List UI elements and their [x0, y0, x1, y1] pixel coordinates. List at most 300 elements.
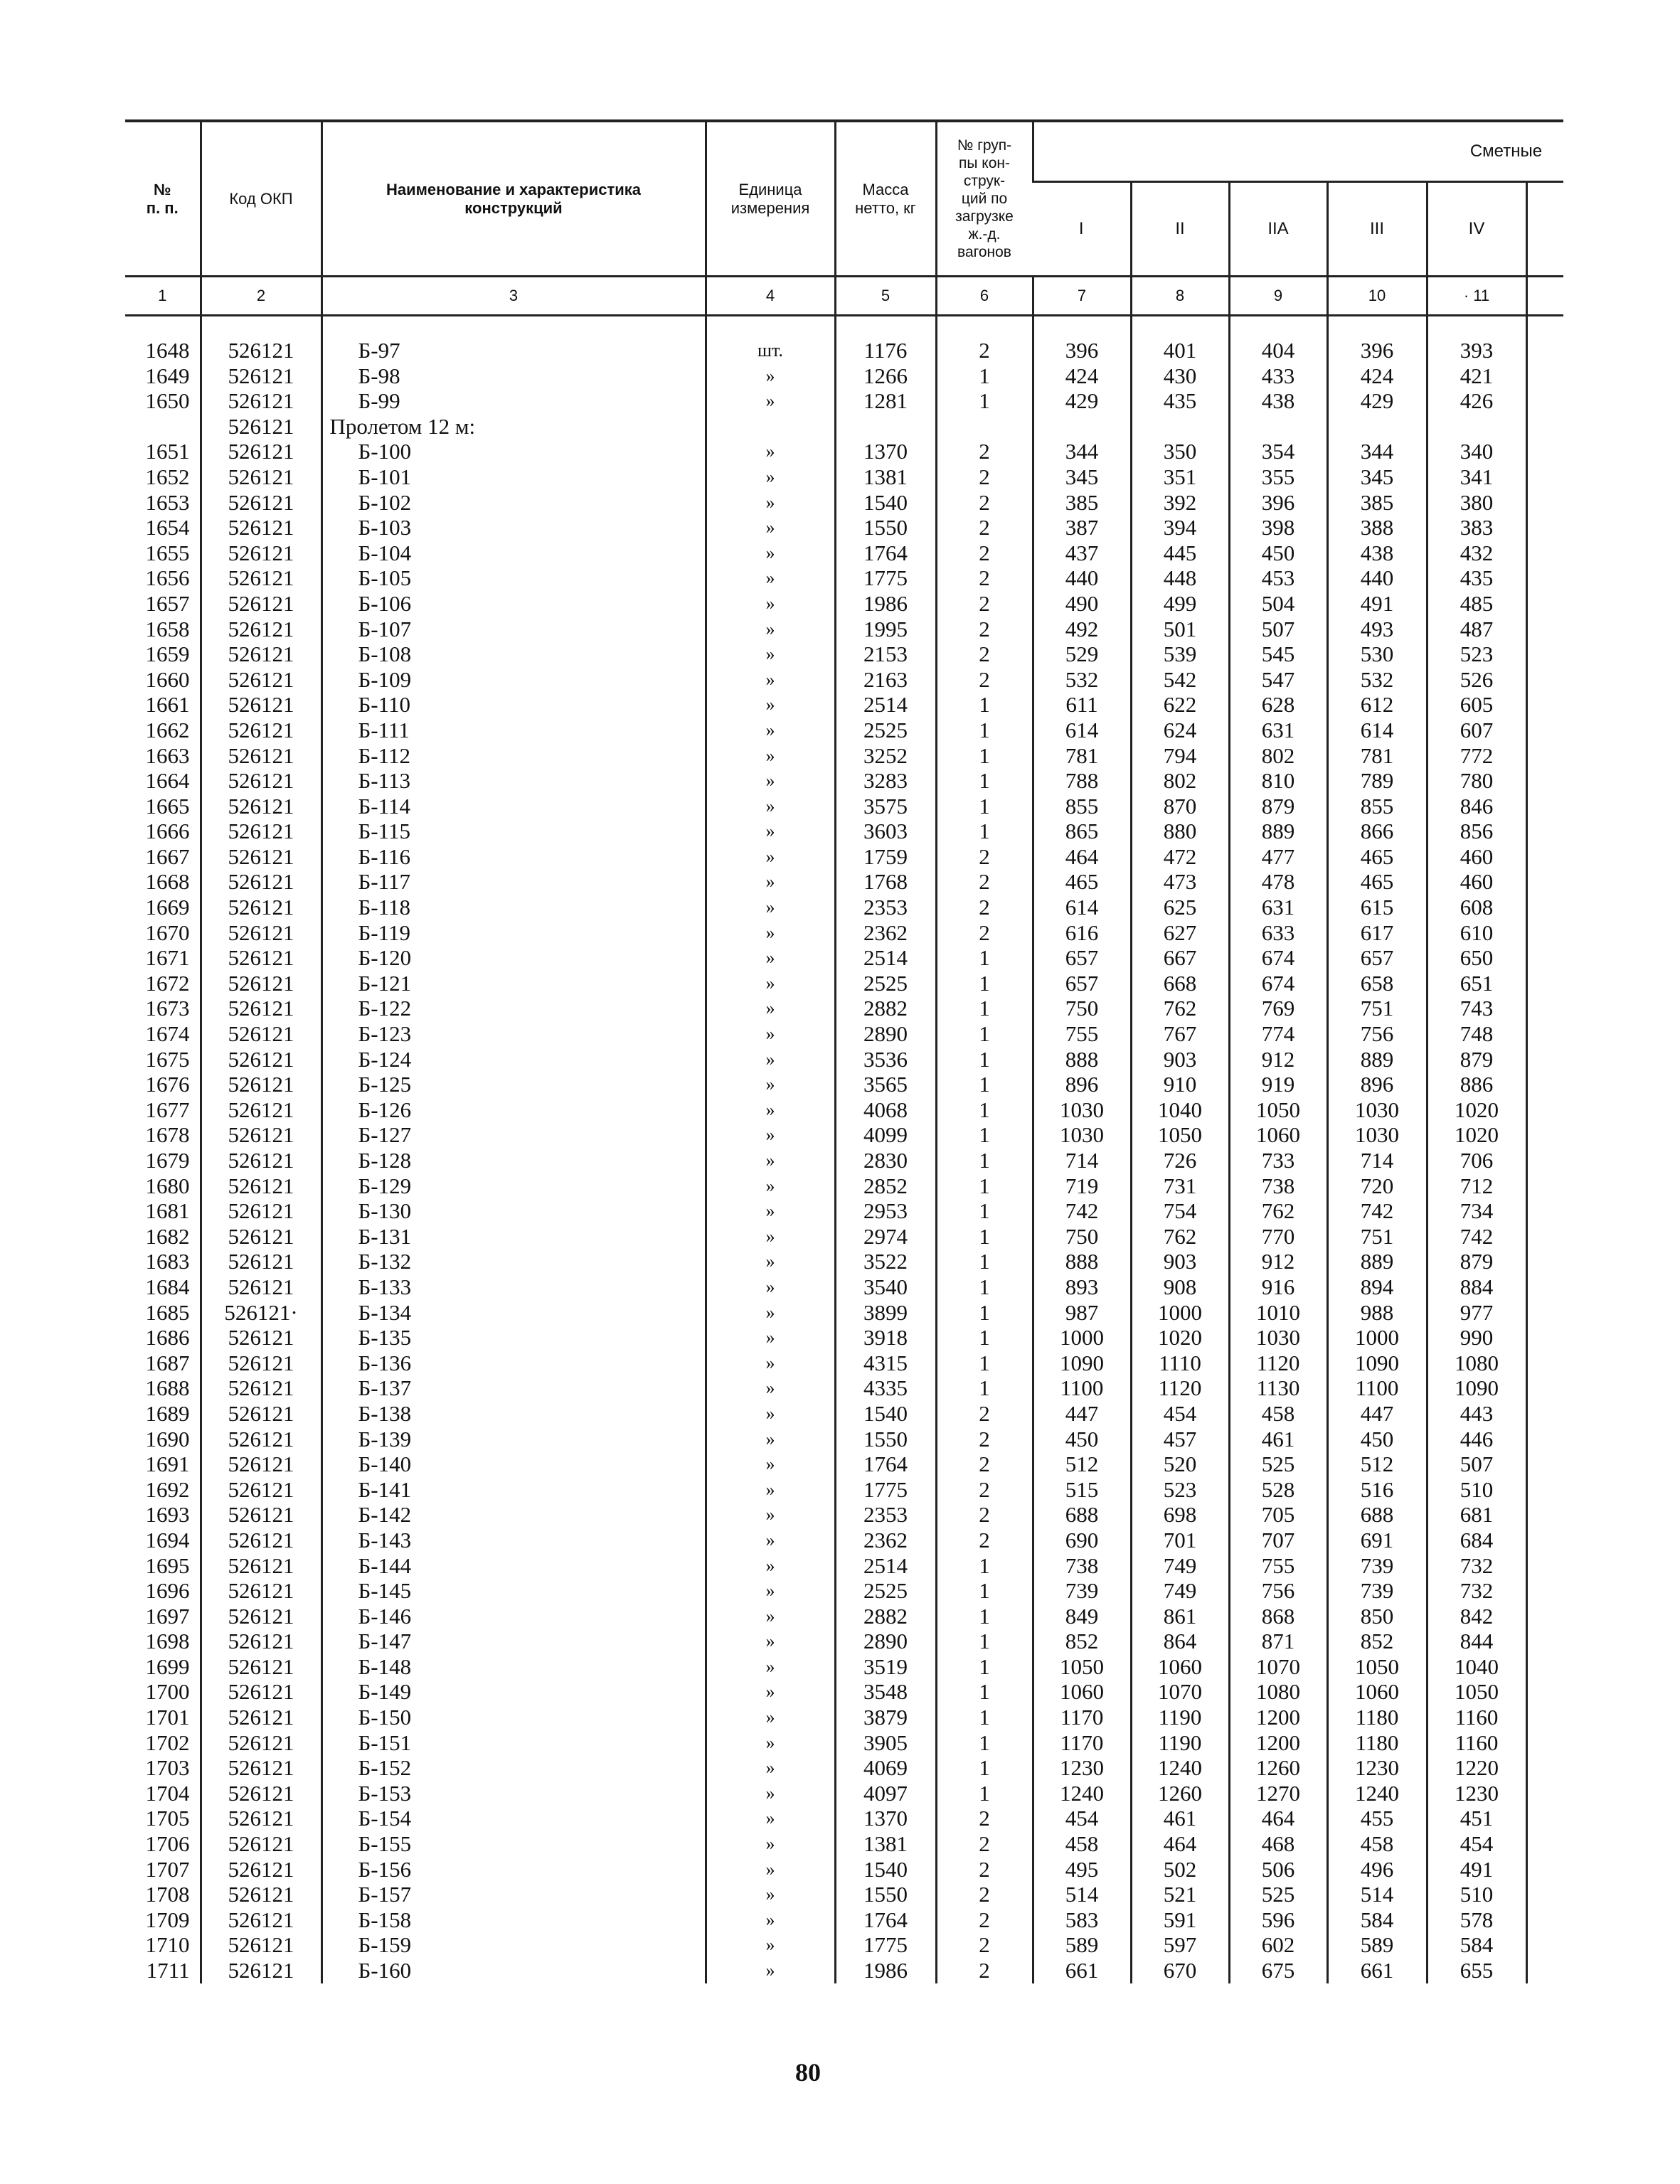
- row-number: 1660: [145, 666, 190, 692]
- empty-cell: [1526, 1451, 1563, 1477]
- price-zone-1: 1090: [1033, 1351, 1131, 1376]
- price-zone-1: 750: [1033, 996, 1131, 1021]
- price-zone-4: 990: [1427, 1325, 1526, 1351]
- price-zone-1: 893: [1033, 1274, 1131, 1300]
- row-number: 1661: [145, 692, 190, 718]
- okp-code: 526121: [201, 591, 321, 617]
- unit: »: [706, 718, 835, 743]
- table-row: [125, 1173, 1563, 1199]
- price-zone-2: 597: [1131, 1932, 1229, 1958]
- price-zone-2: 499: [1131, 591, 1229, 617]
- mass: 1266: [835, 363, 936, 389]
- table-row: [125, 768, 1563, 794]
- price-zone-4: 732: [1427, 1578, 1526, 1604]
- price-zone-4: 1020: [1427, 1122, 1526, 1148]
- load-group: 1: [936, 1122, 1033, 1148]
- empty-cell: [1526, 1401, 1563, 1427]
- header-smetnye: Сметные: [1033, 121, 1563, 182]
- load-group: 1: [936, 794, 1033, 819]
- okp-code: 526121: [201, 1097, 321, 1123]
- mass: 1764: [835, 1907, 936, 1933]
- mass: 4069: [835, 1755, 936, 1781]
- unit: »: [706, 1021, 835, 1047]
- mass: 3899: [835, 1300, 936, 1326]
- table-row: [125, 718, 1563, 743]
- table-body: [125, 338, 1563, 1983]
- row-number: 1689: [145, 1400, 190, 1426]
- unit: »: [706, 1882, 835, 1907]
- construction-name: Б-113: [321, 768, 706, 794]
- mass: 2153: [835, 641, 936, 667]
- price-zone-3: 1180: [1327, 1730, 1427, 1756]
- empty-cell: [1526, 1198, 1563, 1224]
- load-group: 2: [936, 1477, 1033, 1503]
- price-zone-4: 578: [1427, 1907, 1526, 1933]
- price-zone-2a: 478: [1229, 869, 1327, 895]
- load-group: 2: [936, 439, 1033, 464]
- okp-code: 526121: [201, 565, 321, 591]
- price-zone-3: 465: [1327, 844, 1427, 870]
- empty-cell: [1526, 338, 1563, 363]
- load-group: 1: [936, 1173, 1033, 1199]
- price-zone-2a: 912: [1229, 1249, 1327, 1274]
- price-zone-2: 1070: [1131, 1679, 1229, 1705]
- mass: 2830: [835, 1148, 936, 1173]
- price-zone-2a: 433: [1229, 363, 1327, 389]
- construction-name: Б-131: [321, 1224, 706, 1250]
- price-zone-3: 1240: [1327, 1781, 1427, 1806]
- table-row: [125, 1882, 1563, 1907]
- price-zone-4: 341: [1427, 464, 1526, 490]
- load-group: 2: [936, 1502, 1033, 1528]
- mass: 1540: [835, 1857, 936, 1882]
- price-zone-3: 889: [1327, 1249, 1427, 1274]
- row-number: 1679: [145, 1148, 190, 1173]
- okp-code: 526121: [201, 1148, 321, 1173]
- row-number: 1654: [145, 515, 190, 540]
- table-row: [125, 1502, 1563, 1528]
- row-number: 1650: [145, 388, 190, 414]
- row-number: 1691: [145, 1451, 190, 1477]
- price-zone-2a: 545: [1229, 641, 1327, 667]
- price-zone-1: 714: [1033, 1148, 1131, 1173]
- price-zone-4: 1090: [1427, 1375, 1526, 1401]
- price-zone-3: 612: [1327, 692, 1427, 718]
- price-zone-1: 589: [1033, 1932, 1131, 1958]
- empty-cell: [1526, 1097, 1563, 1123]
- price-zone-2a: 1130: [1229, 1375, 1327, 1401]
- price-zone-2: 1000: [1131, 1300, 1229, 1326]
- price-zone-2a: 755: [1229, 1553, 1327, 1579]
- price-zone-3: 742: [1327, 1198, 1427, 1224]
- price-zone-2: 802: [1131, 768, 1229, 794]
- column-number: 8: [1131, 277, 1229, 316]
- price-zone-2: 472: [1131, 844, 1229, 870]
- table-row: [125, 1274, 1563, 1300]
- empty-cell: [1526, 844, 1563, 870]
- price-zone-2: 625: [1131, 895, 1229, 920]
- table-row: [125, 743, 1563, 769]
- price-zone-1: 719: [1033, 1173, 1131, 1199]
- price-zone-4: 340: [1427, 439, 1526, 464]
- price-zone-2a: 525: [1229, 1882, 1327, 1907]
- mass: 1550: [835, 1882, 936, 1907]
- construction-name: Б-118: [321, 895, 706, 920]
- row-number: 1670: [145, 920, 190, 945]
- mass: 3252: [835, 743, 936, 769]
- price-zone-2: 1040: [1131, 1097, 1229, 1123]
- price-zone-2: 762: [1131, 996, 1229, 1021]
- unit: »: [706, 1274, 835, 1300]
- price-zone-4: 748: [1427, 1021, 1526, 1047]
- okp-code: 526121: [201, 1730, 321, 1756]
- column-number: 3: [321, 277, 706, 316]
- price-zone-2a: 528: [1229, 1477, 1327, 1503]
- price-zone-1: 458: [1033, 1831, 1131, 1857]
- load-group: 1: [936, 1021, 1033, 1047]
- table-row: [125, 1122, 1563, 1148]
- row-number: 1653: [145, 489, 190, 515]
- unit: »: [706, 1604, 835, 1629]
- load-group: 1: [936, 1604, 1033, 1629]
- price-zone-4: 681: [1427, 1502, 1526, 1528]
- load-group: 2: [936, 1451, 1033, 1477]
- unit: »: [706, 869, 835, 895]
- price-zone-2: 523: [1131, 1477, 1229, 1503]
- price-zone-1: 1000: [1033, 1325, 1131, 1351]
- table-row: [125, 490, 1563, 516]
- mass: 3548: [835, 1679, 936, 1705]
- price-zone-4: 712: [1427, 1173, 1526, 1199]
- price-zone-3: 657: [1327, 945, 1427, 971]
- construction-name: Б-144: [321, 1553, 706, 1579]
- construction-name: Б-157: [321, 1882, 706, 1907]
- okp-code: 526121: [201, 1274, 321, 1300]
- table-row: [125, 1553, 1563, 1579]
- unit: »: [706, 1351, 835, 1376]
- construction-name: Б-122: [321, 996, 706, 1021]
- price-zone-4: 879: [1427, 1249, 1526, 1274]
- unit: »: [706, 920, 835, 946]
- mass: 4099: [835, 1122, 936, 1148]
- table-row: [125, 1375, 1563, 1401]
- price-zone-4: 383: [1427, 515, 1526, 540]
- row-number: 1709: [145, 1907, 190, 1932]
- mass: 1764: [835, 540, 936, 566]
- table-row: [125, 1351, 1563, 1376]
- price-zone-3: 751: [1327, 1224, 1427, 1250]
- empty-cell: [1526, 920, 1563, 946]
- okp-code: 526121: [201, 1882, 321, 1907]
- price-zone-1: 611: [1033, 692, 1131, 718]
- row-number: 1697: [145, 1603, 190, 1629]
- empty-cell: [1526, 1325, 1563, 1351]
- column-number: · 11: [1427, 277, 1526, 316]
- price-zone-2: 627: [1131, 920, 1229, 946]
- empty-cell: [1526, 794, 1563, 819]
- unit: »: [706, 1173, 835, 1199]
- header-zone-2a: IIA: [1229, 182, 1327, 277]
- table-row: [125, 1654, 1563, 1680]
- row-number: 1676: [145, 1072, 190, 1097]
- empty-cell: [1526, 1730, 1563, 1756]
- table-row: [125, 945, 1563, 971]
- unit: »: [706, 1427, 835, 1452]
- empty-cell: [1526, 1831, 1563, 1857]
- empty-cell: [1526, 1072, 1563, 1097]
- construction-name: Б-151: [321, 1730, 706, 1756]
- load-group: 1: [936, 1730, 1033, 1756]
- load-group: 1: [936, 363, 1033, 389]
- price-zone-2: 1110: [1131, 1351, 1229, 1376]
- price-zone-1: 614: [1033, 895, 1131, 920]
- row-number: 1695: [145, 1552, 190, 1578]
- price-zone-2a: 707: [1229, 1528, 1327, 1553]
- construction-name: Б-97: [321, 338, 706, 363]
- price-zone-2a: 596: [1229, 1907, 1327, 1933]
- row-number: 1687: [145, 1350, 190, 1375]
- price-zone-3: 424: [1327, 363, 1427, 389]
- price-zone-4: 584: [1427, 1932, 1526, 1958]
- construction-name: Б-130: [321, 1198, 706, 1224]
- mass: 1381: [835, 464, 936, 490]
- price-zone-3: 781: [1327, 743, 1427, 769]
- mass: 4097: [835, 1781, 936, 1806]
- unit: »: [706, 1730, 835, 1756]
- table-row: [125, 1401, 1563, 1427]
- price-zone-3: 345: [1327, 464, 1427, 490]
- empty-cell: [1526, 743, 1563, 769]
- okp-code: 526121: [201, 1629, 321, 1654]
- unit: »: [706, 1705, 835, 1730]
- row-number: 1674: [145, 1021, 190, 1047]
- price-zone-3: 889: [1327, 1047, 1427, 1072]
- mass: 2882: [835, 996, 936, 1021]
- load-group: 2: [936, 895, 1033, 920]
- load-group: 1: [936, 1047, 1033, 1072]
- row-number: 1699: [145, 1653, 190, 1679]
- unit: »: [706, 1553, 835, 1579]
- price-zone-2: 430: [1131, 363, 1229, 389]
- price-zone-3: 438: [1327, 540, 1427, 566]
- price-zone-3: 720: [1327, 1173, 1427, 1199]
- construction-name: Б-128: [321, 1148, 706, 1173]
- row-number: 1702: [145, 1730, 190, 1755]
- empty-cell: [1526, 1300, 1563, 1326]
- load-group: 1: [936, 718, 1033, 743]
- mass: 2362: [835, 1528, 936, 1553]
- price-zone-1: 987: [1033, 1300, 1131, 1326]
- column-number: 9: [1229, 277, 1327, 316]
- price-zone-2a: 1060: [1229, 1122, 1327, 1148]
- row-number: 1664: [145, 768, 190, 794]
- table-row: [125, 1755, 1563, 1781]
- price-zone-4: 879: [1427, 1047, 1526, 1072]
- price-zone-2a: 602: [1229, 1932, 1327, 1958]
- okp-code: 526121: [201, 920, 321, 946]
- load-group: 2: [936, 591, 1033, 617]
- okp-code: 526121: [201, 895, 321, 920]
- price-zone-2a: 1080: [1229, 1679, 1327, 1705]
- column-number: 7: [1033, 277, 1131, 316]
- price-zone-2a: 1270: [1229, 1781, 1327, 1806]
- empty-cell: [1526, 363, 1563, 389]
- price-zone-4: 1050: [1427, 1679, 1526, 1705]
- price-zone-2a: 477: [1229, 844, 1327, 870]
- row-number: 1678: [145, 1122, 190, 1148]
- price-zone-2: 864: [1131, 1629, 1229, 1654]
- empty-cell: [1526, 414, 1563, 440]
- price-zone-2a: 468: [1229, 1831, 1327, 1857]
- okp-code: 526121: [201, 869, 321, 895]
- load-group: 1: [936, 1629, 1033, 1654]
- okp-code: 526121: [201, 1249, 321, 1274]
- price-zone-2: 1190: [1131, 1705, 1229, 1730]
- row-number: 1686: [145, 1325, 190, 1351]
- price-zone-3: 756: [1327, 1021, 1427, 1047]
- price-zone-1: 437: [1033, 540, 1131, 566]
- price-zone-4: 451: [1427, 1806, 1526, 1831]
- price-zone-3: 691: [1327, 1528, 1427, 1553]
- price-zone-2a: 802: [1229, 743, 1327, 769]
- unit: »: [706, 439, 835, 464]
- okp-code: 526121: [201, 1401, 321, 1427]
- okp-code: 526121: [201, 1604, 321, 1629]
- price-zone-4: 884: [1427, 1274, 1526, 1300]
- table-row: [125, 1781, 1563, 1806]
- price-zone-2a: 1050: [1229, 1097, 1327, 1123]
- empty-cell: [1526, 1857, 1563, 1882]
- price-zone-2: 861: [1131, 1604, 1229, 1629]
- price-zone-3: 896: [1327, 1072, 1427, 1097]
- price-zone-3: 514: [1327, 1882, 1427, 1907]
- price-zone-3: 530: [1327, 641, 1427, 667]
- mass: 3540: [835, 1274, 936, 1300]
- price-zone-2: 670: [1131, 1958, 1229, 1983]
- price-zone-3: 1030: [1327, 1122, 1427, 1148]
- empty-cell: [1526, 1351, 1563, 1376]
- price-zone-1: 512: [1033, 1451, 1131, 1477]
- price-zone-4: 1020: [1427, 1097, 1526, 1123]
- mass: 2525: [835, 971, 936, 996]
- construction-name: Б-156: [321, 1857, 706, 1882]
- price-zone-2a: [1229, 414, 1327, 440]
- unit: »: [706, 565, 835, 591]
- unit: »: [706, 1932, 835, 1958]
- load-group: 2: [936, 1401, 1033, 1427]
- row-number: 1703: [145, 1755, 190, 1781]
- empty-cell: [1526, 971, 1563, 996]
- construction-name: Б-133: [321, 1274, 706, 1300]
- okp-code: 526121·: [201, 1300, 321, 1326]
- load-group: 1: [936, 1325, 1033, 1351]
- load-group: 1: [936, 1755, 1033, 1781]
- load-group: 1: [936, 1553, 1033, 1579]
- construction-name: Б-116: [321, 844, 706, 870]
- unit: »: [706, 515, 835, 540]
- okp-code: 526121: [201, 718, 321, 743]
- empty-cell: [1526, 1705, 1563, 1730]
- row-number: 1675: [145, 1046, 190, 1072]
- load-group: 1: [936, 1072, 1033, 1097]
- load-group: 2: [936, 1528, 1033, 1553]
- okp-code: 526121: [201, 515, 321, 540]
- price-zone-1: 690: [1033, 1528, 1131, 1553]
- construction-name: Б-104: [321, 540, 706, 566]
- okp-code: 526121: [201, 1224, 321, 1250]
- price-zone-2: 762: [1131, 1224, 1229, 1250]
- construction-name: Б-123: [321, 1021, 706, 1047]
- construction-name: Б-158: [321, 1907, 706, 1933]
- okp-code: 526121: [201, 1021, 321, 1047]
- mass: 2362: [835, 920, 936, 946]
- price-zone-2a: 919: [1229, 1072, 1327, 1097]
- price-zone-2: 880: [1131, 819, 1229, 844]
- table-row: [125, 591, 1563, 617]
- unit: »: [706, 1451, 835, 1477]
- unit: »: [706, 1401, 835, 1427]
- price-zone-3: 688: [1327, 1502, 1427, 1528]
- price-zone-3: 584: [1327, 1907, 1427, 1933]
- price-zone-2: 903: [1131, 1249, 1229, 1274]
- unit: »: [706, 768, 835, 794]
- load-group: 1: [936, 1679, 1033, 1705]
- price-zone-2: 903: [1131, 1047, 1229, 1072]
- price-zone-3: 512: [1327, 1451, 1427, 1477]
- okp-code: 526121: [201, 1705, 321, 1730]
- price-zone-2: 454: [1131, 1401, 1229, 1427]
- table-row: [125, 971, 1563, 996]
- price-zone-1: 896: [1033, 1072, 1131, 1097]
- price-zone-3: 589: [1327, 1932, 1427, 1958]
- table-row: [125, 1958, 1563, 1983]
- row-number: 1656: [145, 565, 190, 591]
- mass: 2514: [835, 945, 936, 971]
- construction-name: Б-110: [321, 692, 706, 718]
- row-number: 1705: [145, 1806, 190, 1831]
- row-number: 1710: [145, 1932, 190, 1958]
- price-zone-3: 855: [1327, 794, 1427, 819]
- load-group: 2: [936, 490, 1033, 516]
- okp-code: 526121: [201, 641, 321, 667]
- table-row: [125, 414, 1563, 440]
- price-zone-3: [1327, 414, 1427, 440]
- price-zone-3: 450: [1327, 1427, 1427, 1452]
- price-zone-1: 739: [1033, 1578, 1131, 1604]
- mass: 3918: [835, 1325, 936, 1351]
- table-row: [125, 1249, 1563, 1274]
- price-table-page: [125, 119, 1563, 1983]
- price-zone-2a: 506: [1229, 1857, 1327, 1882]
- empty-cell: [1526, 1578, 1563, 1604]
- construction-name: Б-154: [321, 1806, 706, 1831]
- load-group: 1: [936, 388, 1033, 414]
- row-number: 1692: [145, 1476, 190, 1502]
- header-zone-extra: [1526, 182, 1563, 277]
- table-row: [125, 1477, 1563, 1503]
- header-zone-3: III: [1327, 182, 1427, 277]
- unit: »: [706, 1528, 835, 1553]
- mass: 4068: [835, 1097, 936, 1123]
- mass: 1775: [835, 565, 936, 591]
- row-number: 1696: [145, 1578, 190, 1604]
- table-row: [125, 1047, 1563, 1072]
- price-zone-3: 458: [1327, 1831, 1427, 1857]
- mass: 1550: [835, 1427, 936, 1452]
- price-zone-2a: 354: [1229, 439, 1327, 464]
- price-zone-4: 1230: [1427, 1781, 1526, 1806]
- load-group: 2: [936, 641, 1033, 667]
